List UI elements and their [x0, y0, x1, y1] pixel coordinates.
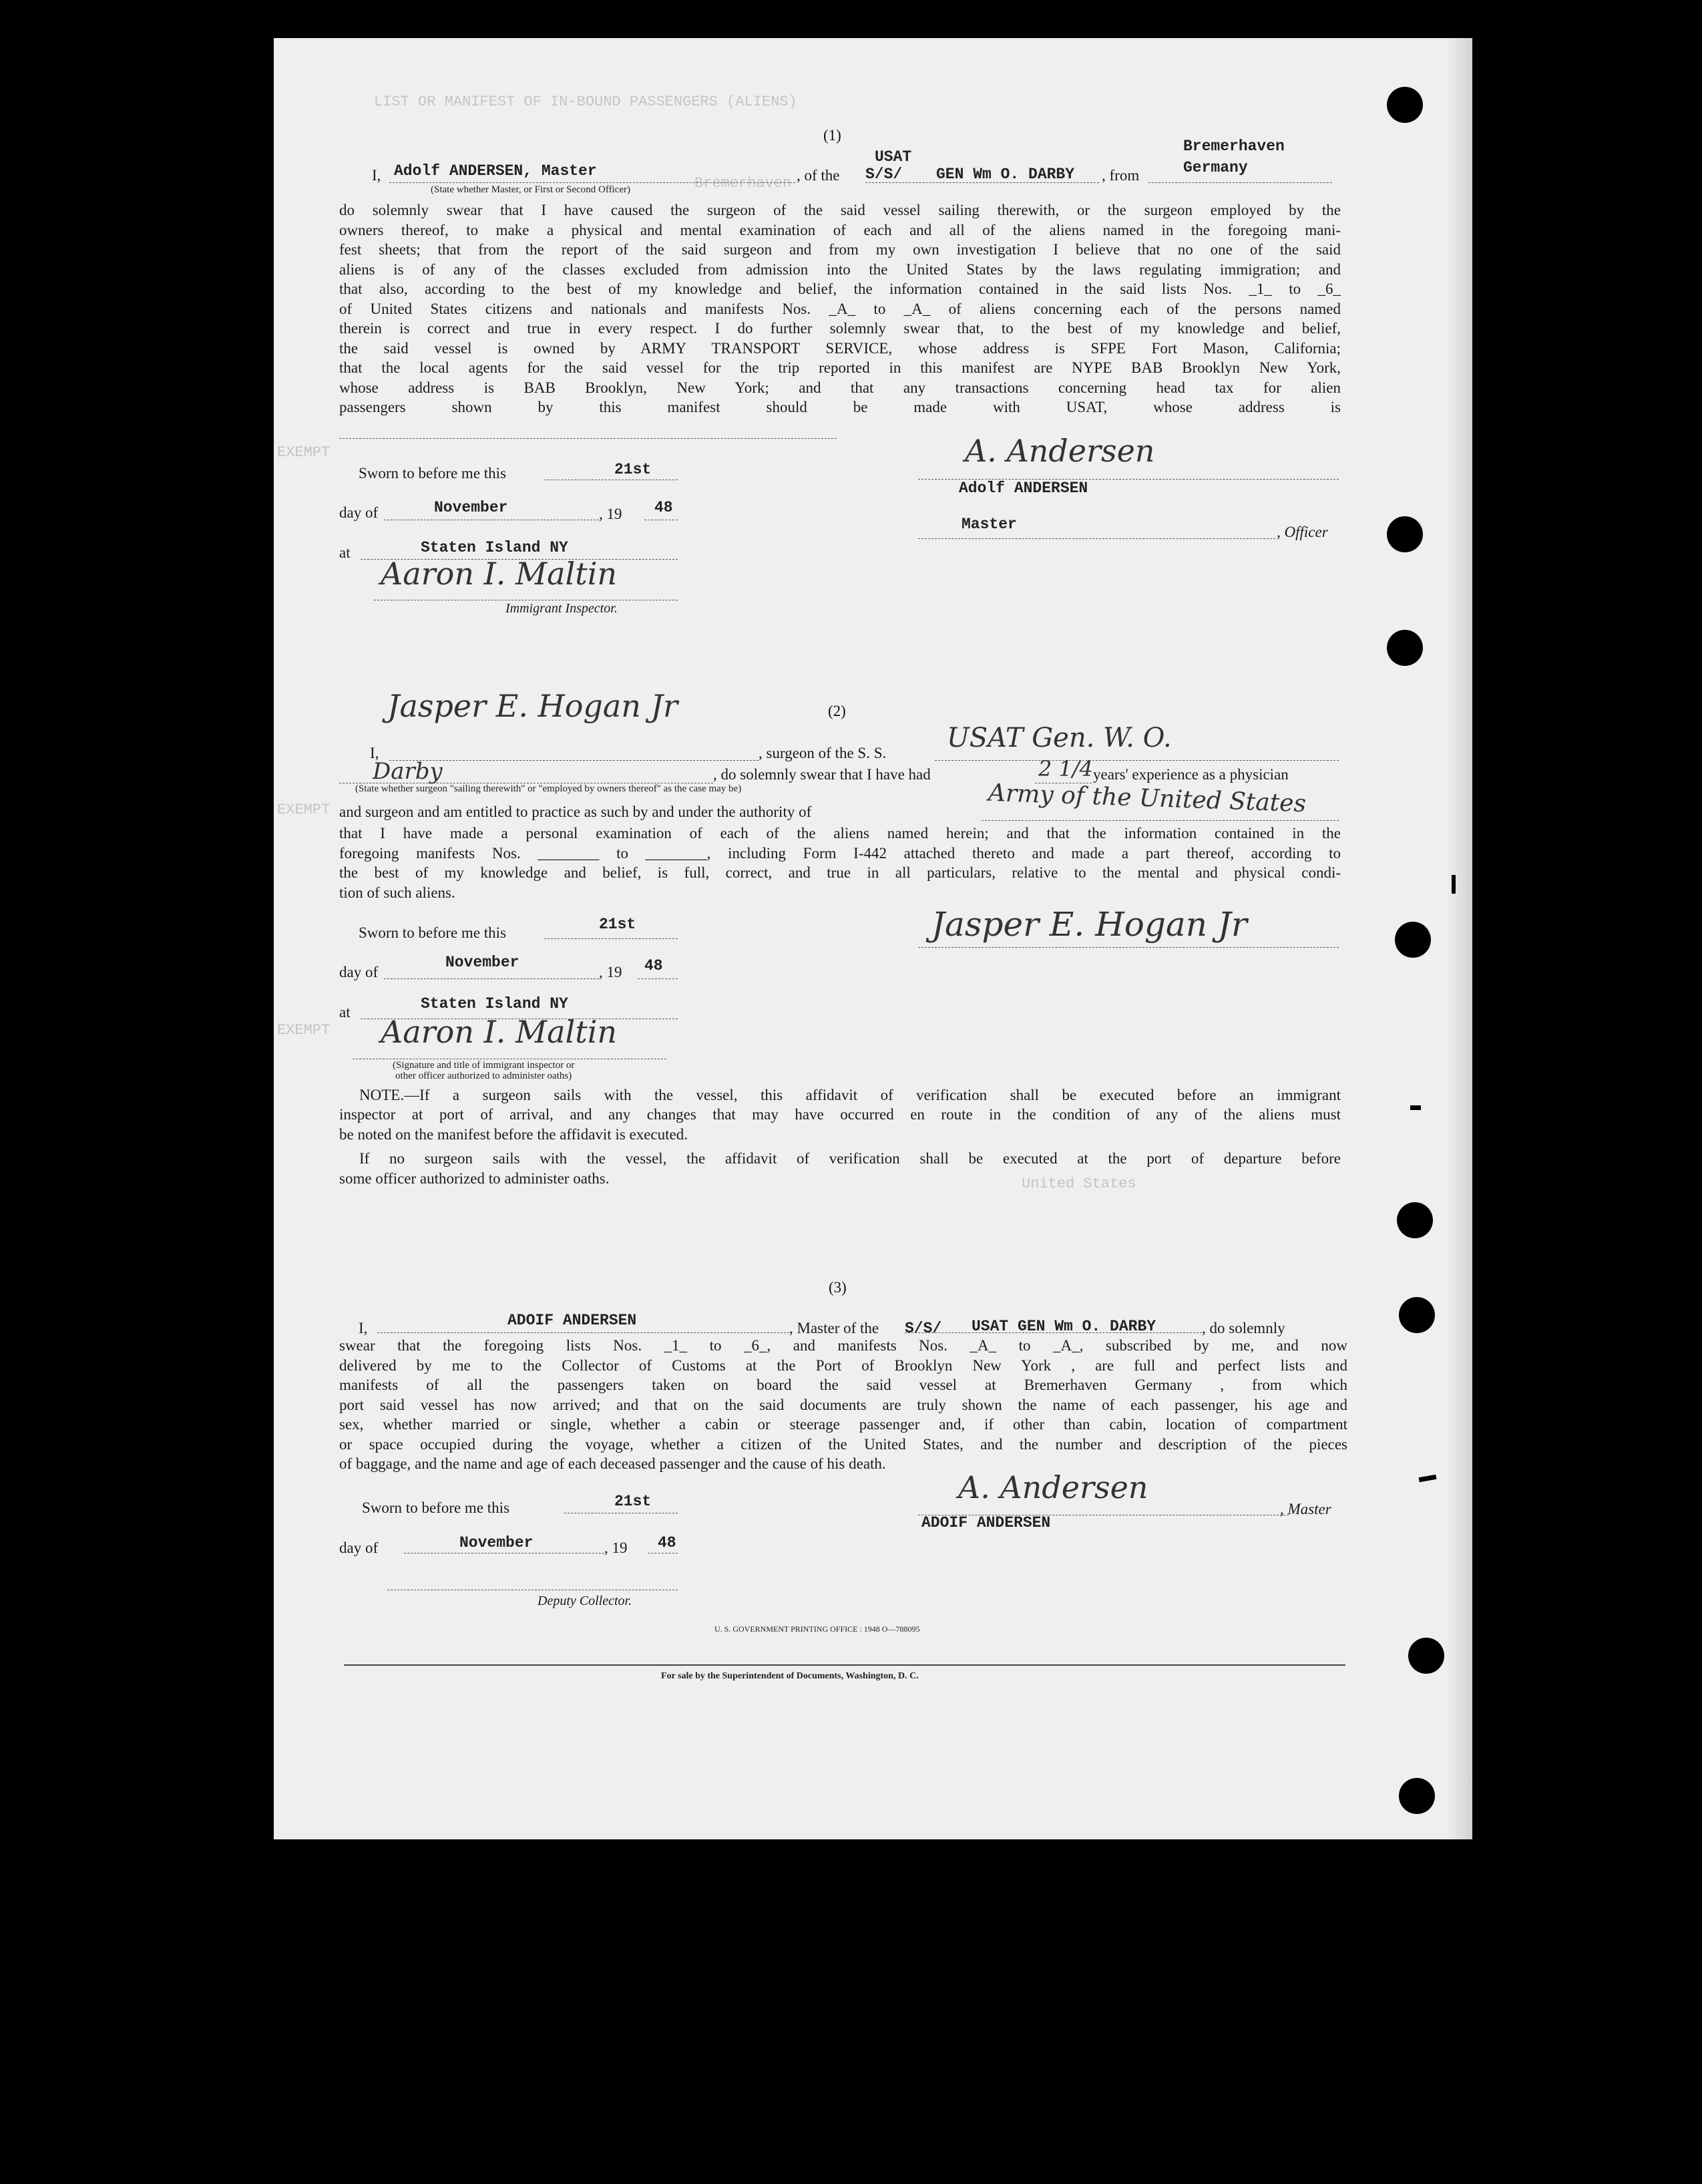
label: , surgeon of the S. S.: [759, 745, 887, 761]
from-city: Bremerhaven: [1183, 138, 1285, 155]
inspector-signature: Aaron I. Maltin: [381, 1014, 618, 1050]
sale-notice: For sale by the Superintendent of Documents, Washington, D. C.: [661, 1671, 919, 1681]
officer-name: Adolf ANDERSEN: [959, 480, 1088, 497]
label: , do solemnly: [1202, 1320, 1285, 1336]
master-typed: ADOIF ANDERSEN: [921, 1514, 1051, 1531]
text-line: be noted on the manifest before the affidavit is executed.: [339, 1125, 688, 1143]
at-label: at: [339, 1004, 351, 1021]
vessel-hand: USAT Gen. W. O.: [947, 723, 1172, 753]
label: , of the: [797, 167, 840, 184]
underline: [918, 538, 1275, 539]
place: Staten Island NY: [421, 995, 568, 1013]
punch-hole: [1399, 1778, 1435, 1814]
officer-label: , Officer: [1277, 524, 1328, 540]
year: 48: [654, 499, 673, 516]
punch-hole: [1387, 630, 1423, 666]
text-line: passengers shown by this manifest should be made with USAT, whose address is: [339, 399, 1341, 415]
bleed-through: EXEMPT: [277, 1022, 331, 1039]
underline: [905, 1332, 1202, 1333]
sworn-day: 21st: [614, 461, 652, 478]
section-number: (3): [829, 1279, 847, 1296]
master-name: Adolf ANDERSEN, Master: [394, 162, 597, 180]
day-of: day of: [339, 964, 379, 980]
year: 48: [658, 1534, 676, 1552]
label: , Master of the: [789, 1320, 879, 1336]
text-line: do solemnly swear that I have caused the surgeon of the said vessel sailing therewith, or the surgeon employed by the: [339, 202, 1341, 218]
intro-i: I,: [370, 745, 379, 761]
edge-mark: [1410, 1105, 1421, 1110]
text-line: therein is correct and true in every respect. I do further solemnly swear that, to the best of my knowledge and belief,: [339, 320, 1341, 337]
bleed-through: EXEMPT: [277, 444, 331, 461]
intro-i: I,: [372, 167, 381, 184]
label: , from: [1102, 167, 1140, 184]
section-number: (1): [823, 127, 841, 144]
surgeon-signature-right: Jasper E. Hogan Jr: [931, 905, 1247, 944]
authority-line: and surgeon and am entitled to practice as such by and under the authority of: [339, 803, 812, 820]
surgeon-signature: Jasper E. Hogan Jr: [387, 688, 678, 724]
text-line: that the local agents for the said vessel for the trip reported in this manifest are NYPE BAB Brooklyn New York,: [339, 359, 1341, 376]
vessel-type: S/S/: [865, 166, 903, 183]
text-line: the said vessel is owned by ARMY TRANSPORT SERVICE, whose address is SFPE Fort Mason, California;: [339, 339, 1341, 357]
text-line: port said vessel has now arrived; and that on the said documents are truly shown the name of each passenger, his age and: [339, 1396, 1347, 1413]
punch-hole: [1408, 1638, 1444, 1674]
underline: [1148, 182, 1332, 183]
underline: [982, 820, 1339, 821]
oath-paragraph: [339, 200, 1341, 417]
sworn-day: 21st: [599, 916, 636, 933]
inspector-caption: Immigrant Inspector.: [505, 601, 618, 616]
year-prefix: , 19: [599, 964, 622, 980]
label: years' experience as a physician: [1093, 766, 1289, 783]
master-name: ADOIF ANDERSEN: [507, 1312, 637, 1329]
month: November: [445, 954, 519, 971]
month: November: [434, 499, 508, 516]
gpo-imprint: U. S. GOVERNMENT PRINTING OFFICE : 1948 O—788095: [714, 1624, 920, 1634]
place: Staten Island NY: [421, 539, 568, 556]
label: , do solemnly swear that I have had: [713, 766, 931, 783]
bleed-through: EXEMPT: [277, 801, 331, 818]
vessel-prefix: USAT: [875, 148, 912, 166]
text-line: NOTE.—If a surgeon sails with the vessel, this affidavit of verification shall be executed before an immigrant: [359, 1087, 1341, 1103]
text-line: that I have made a personal examination of each of the aliens named herein; and that the information contained in the: [339, 825, 1341, 842]
underline: [935, 760, 1339, 761]
inspector-caption: (Signature and title of immigrant inspector or: [393, 1060, 575, 1071]
year-prefix: , 19: [604, 1539, 628, 1556]
day-of: day of: [339, 1539, 379, 1556]
underline: [389, 760, 759, 761]
officer-signature: A. Andersen: [965, 433, 1155, 469]
deputy-caption: Deputy Collector.: [538, 1594, 632, 1608]
underline: [339, 438, 837, 439]
inspector-caption: other officer authorized to administer oaths): [395, 1071, 572, 1081]
punch-hole: [1395, 922, 1431, 958]
punch-hole: [1397, 1202, 1433, 1238]
vessel-name: GEN Wm O. DARBY: [936, 166, 1075, 183]
punch-hole: [1387, 87, 1423, 123]
text-line: of United States citizens and nationals and manifests Nos. _A_ to _A_ of aliens concerning each of the persons named: [339, 300, 1341, 317]
text-line: tion of such aliens.: [339, 884, 455, 901]
vessel-name: USAT GEN Wm O. DARBY: [972, 1318, 1156, 1335]
at-label: at: [339, 544, 351, 561]
punch-hole: [1387, 516, 1423, 552]
sworn-label: Sworn to before me this: [359, 465, 507, 482]
years: 2 1/4: [1038, 756, 1094, 781]
year: 48: [644, 957, 663, 974]
text-line: delivered by me to the Collector of Customs at the Port of Brooklyn New York , are full and perfect lists and: [339, 1356, 1347, 1374]
sworn-label: Sworn to before me this: [359, 924, 507, 941]
text-line: fest sheets; that from the report of the said surgeon and from my own investigation I believe that no one of the said: [339, 241, 1341, 258]
text-line: the best of my knowledge and belief, is full, correct, and true in all particulars, relative to the mental and physical condi-: [339, 864, 1341, 881]
underline: [404, 1553, 604, 1554]
punch-hole: [1399, 1297, 1435, 1333]
text-line: inspector at port of arrival, and any changes that may have occurred en route in the condition of any of the aliens must: [339, 1106, 1341, 1123]
master-label: , Master: [1280, 1501, 1331, 1517]
underline: [865, 182, 1099, 183]
note-paragraph: [339, 1085, 1341, 1105]
text-line: that also, according to the best of my knowledge and belief, the information contained in the said lists Nos. _1_ to _6_: [339, 281, 1341, 297]
note-paragraph: [339, 1105, 1341, 1144]
text-line: If no surgeon sails with the vessel, the affidavit of verification shall be executed at the port of departure before: [359, 1150, 1341, 1167]
underline: [918, 947, 1339, 948]
edge-mark: [1452, 875, 1456, 894]
year-prefix: , 19: [599, 506, 622, 522]
text-line: manifests of all the passengers taken on board the said vessel at Bremerhaven Germany , from which: [339, 1377, 1347, 1393]
master-paragraph: [339, 1336, 1347, 1474]
authority-hand: Army of the United States: [988, 779, 1307, 818]
bleed-through: LIST OR MANIFEST OF IN-BOUND PASSENGERS (ALIENS): [374, 94, 797, 110]
underline: [544, 938, 678, 939]
from-country: Germany: [1183, 159, 1248, 176]
underline: [377, 1332, 789, 1333]
underline: [638, 978, 678, 979]
section-number: (2): [828, 703, 846, 719]
underline: [384, 978, 599, 979]
text-line: whose address is BAB Brooklyn, New York; and that any transactions concerning head tax for alien: [339, 379, 1341, 396]
text-line: foregoing manifests Nos. ________ to ________, including Form I-442 attached thereto and made a part thereof, according to: [339, 844, 1341, 862]
bleed-through: United States: [1022, 1175, 1136, 1192]
vessel-hand-cont: Darby: [373, 758, 443, 785]
day-of: day of: [339, 504, 379, 521]
sworn-label: Sworn to before me this: [362, 1499, 510, 1516]
intro-i: I,: [359, 1320, 368, 1336]
underline: [389, 182, 795, 183]
text-line: owners thereof, to make a physical and mental examination of each and all of the aliens named in the foregoing mani-: [339, 221, 1341, 238]
month: November: [459, 1534, 534, 1552]
officer-title: Master: [962, 516, 1017, 533]
bleed-through: Bremerhaven: [694, 175, 792, 192]
text-line: some officer authorized to administer oaths.: [339, 1169, 610, 1187]
caption: (State whether Master, or First or Second Officer): [431, 184, 631, 195]
inspector-signature: Aaron I. Maltin: [381, 556, 618, 592]
text-line: sex, whether married or single, whether a cabin or steerage passenger and, if other than cabin, location of compartment: [339, 1416, 1347, 1433]
text-line: of baggage, and the name and age of each deceased passenger and the cause of his death.: [339, 1455, 886, 1472]
text-line: swear that the foregoing lists Nos. _1_ to _6_, and manifests Nos. _A_ to _A_, subscribed by me, and now: [339, 1337, 1347, 1354]
vessel-type: S/S/: [905, 1320, 942, 1337]
text-line: aliens is of any of the classes excluded from admission into the United States by the laws regulating immigration; and: [339, 260, 1341, 278]
sworn-day: 21st: [614, 1493, 652, 1510]
surgeon-paragraph: [339, 824, 1341, 902]
note2-paragraph: [339, 1149, 1341, 1188]
underline: [648, 1553, 678, 1554]
footer-rule: [344, 1664, 1345, 1666]
text-line: or space occupied during the voyage, whether a citizen of the United States, and the number and description of the pieces: [339, 1435, 1347, 1453]
master-signature: A. Andersen: [958, 1469, 1148, 1505]
caption: (State whether surgeon "sailing therewith" or "employed by owners thereof" as the case may be): [355, 783, 742, 794]
